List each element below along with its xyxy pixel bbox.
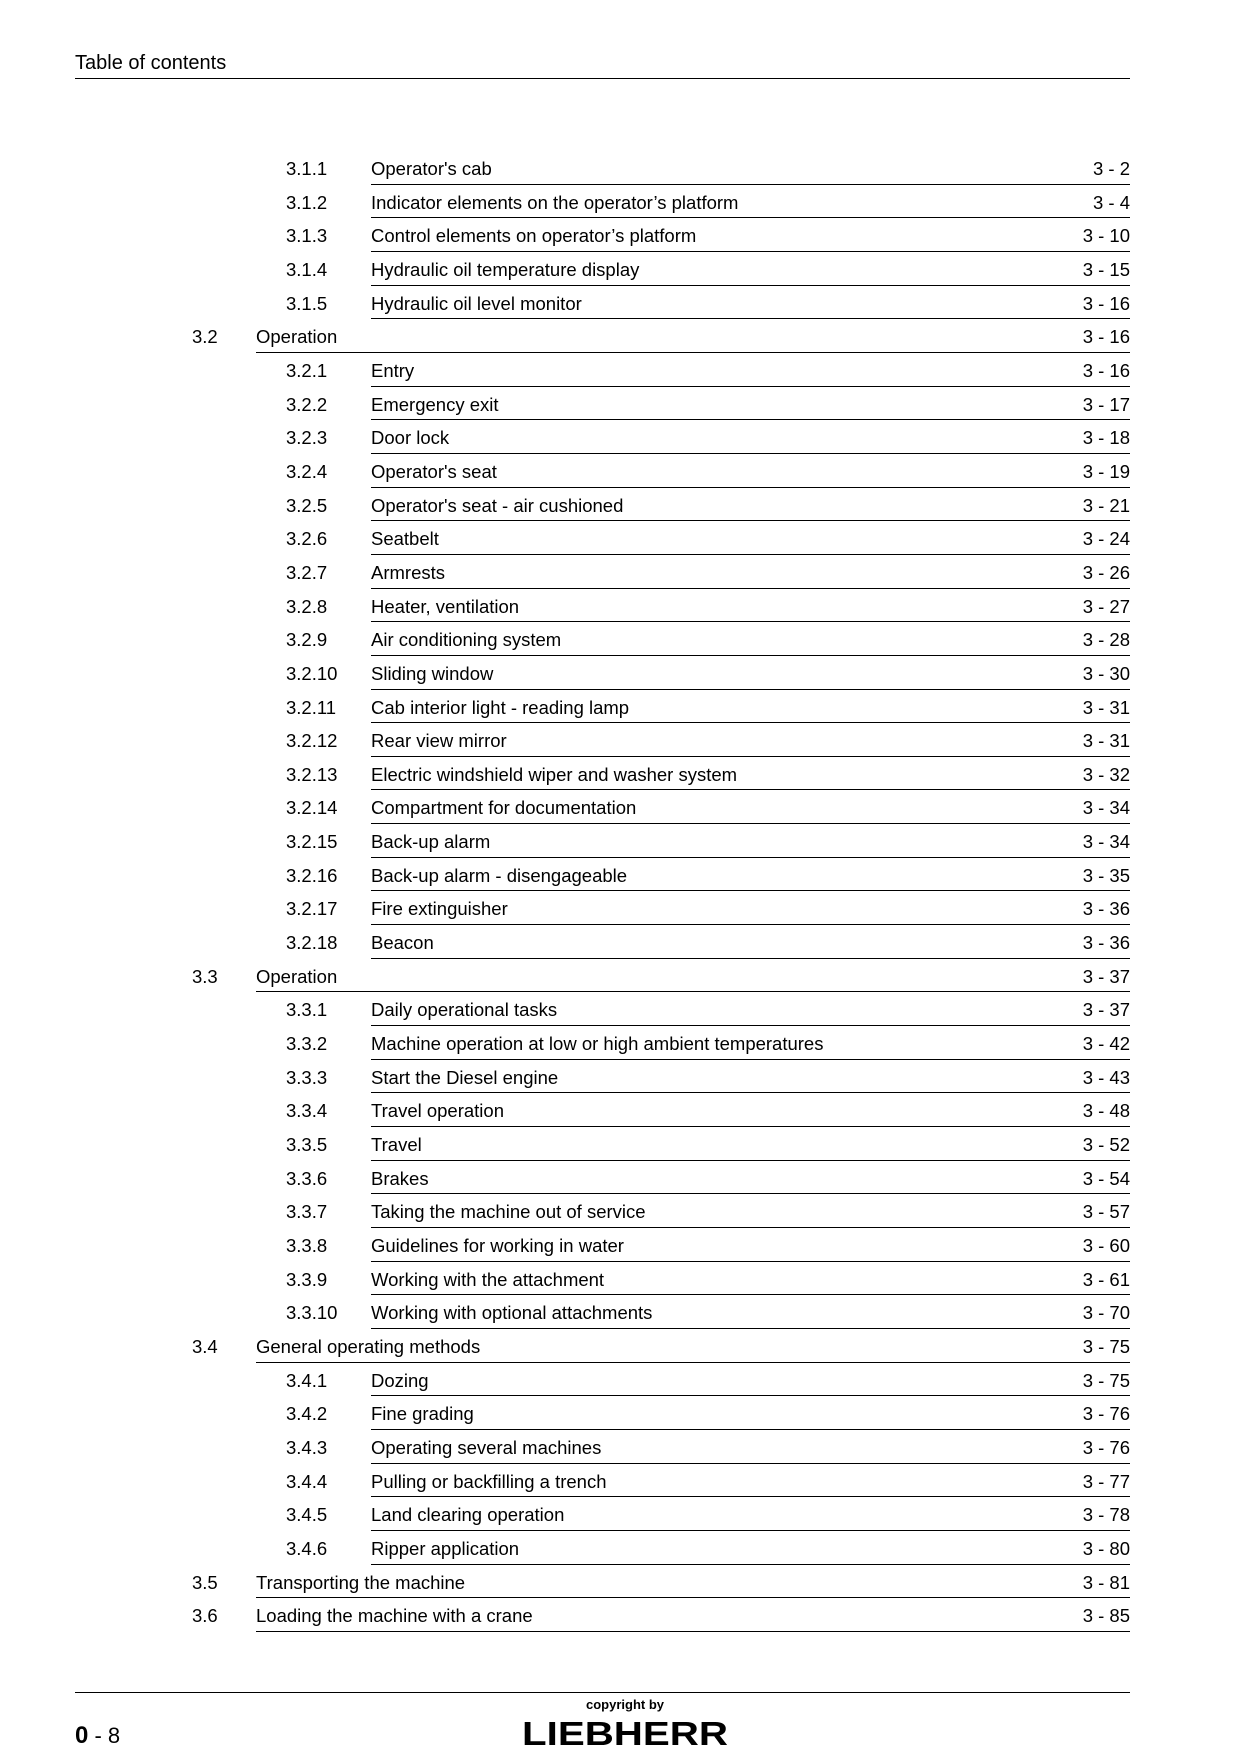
toc-entry-underline xyxy=(256,1631,1130,1632)
toc-entry-page[interactable]: 3 - 4 xyxy=(1092,191,1130,213)
toc-entry-page[interactable]: 3 - 34 xyxy=(1082,831,1130,853)
toc-entry-title[interactable]: Pulling or backfilling a trench xyxy=(371,1470,607,1492)
toc-entry-underline xyxy=(371,1294,1130,1295)
toc-entry-page[interactable]: 3 - 16 xyxy=(1082,359,1130,381)
toc-entry-number: 3.5 xyxy=(192,1571,218,1593)
toc-entry-number: 3.2.1 xyxy=(286,359,328,381)
toc-entry-number: 3.3.2 xyxy=(286,1033,328,1055)
toc-entry-page[interactable]: 3 - 78 xyxy=(1082,1504,1130,1526)
toc-entry-number: 3.1.2 xyxy=(286,191,328,213)
toc-entry-number: 3.2.14 xyxy=(286,797,338,819)
toc-entry-title[interactable]: Operation xyxy=(256,965,338,987)
toc-entry[interactable] xyxy=(0,894,1241,928)
toc-entry[interactable] xyxy=(0,1332,1241,1366)
toc-entry[interactable] xyxy=(0,1500,1241,1534)
toc-entry-page[interactable]: 3 - 31 xyxy=(1082,696,1130,718)
toc-entry-number: 3.4.1 xyxy=(286,1369,328,1391)
footer-divider xyxy=(75,1692,1130,1693)
toc-entry-title[interactable]: Daily operational tasks xyxy=(371,999,558,1021)
toc-entry-title[interactable]: Working with the attachment xyxy=(371,1268,605,1290)
toc-entry-underline xyxy=(371,1059,1130,1060)
toc-entry-number: 3.4.2 xyxy=(286,1403,328,1425)
toc-entry-underline xyxy=(371,1564,1130,1565)
toc-entry-title[interactable]: Back-up alarm xyxy=(371,831,491,853)
toc-entry-page[interactable]: 3 - 32 xyxy=(1082,763,1130,785)
toc-entry[interactable] xyxy=(0,1568,1241,1602)
toc-entry-page[interactable]: 3 - 37 xyxy=(1082,999,1130,1021)
toc-entry-title[interactable]: Beacon xyxy=(371,932,434,954)
toc-entry-title[interactable]: Back-up alarm - disengageable xyxy=(371,864,628,886)
toc-entry[interactable] xyxy=(0,423,1241,457)
toc-entry[interactable] xyxy=(0,255,1241,289)
toc-entry-underline xyxy=(371,184,1130,185)
toc-entry-underline xyxy=(371,285,1130,286)
toc-entry-title[interactable]: Taking the machine out of service xyxy=(371,1201,646,1223)
toc-entry[interactable] xyxy=(0,322,1241,356)
toc-entry-number: 3.2.17 xyxy=(286,898,338,920)
toc-entry-number: 3.3.3 xyxy=(286,1066,328,1088)
toc-entry-underline xyxy=(371,1496,1130,1497)
toc-entry-title[interactable]: Operating several machines xyxy=(371,1436,602,1458)
toc-entry[interactable] xyxy=(0,1231,1241,1265)
toc-entry[interactable] xyxy=(0,1265,1241,1299)
toc-entry-page[interactable]: 3 - 15 xyxy=(1082,258,1130,280)
toc-entry-title[interactable]: Compartment for documentation xyxy=(371,797,637,819)
toc-entry[interactable] xyxy=(0,524,1241,558)
toc-entry-number: 3.3.5 xyxy=(286,1134,328,1156)
toc-entry-number: 3.2 xyxy=(192,326,218,348)
toc-entry[interactable] xyxy=(0,1366,1241,1400)
toc-entry-title[interactable]: General operating methods xyxy=(256,1335,481,1357)
toc-entry[interactable] xyxy=(0,221,1241,255)
toc-entry-underline xyxy=(371,1160,1130,1161)
toc-entry-title[interactable]: Sliding window xyxy=(371,662,494,684)
toc-entry-title[interactable]: Dozing xyxy=(371,1369,429,1391)
toc-entry[interactable] xyxy=(0,1197,1241,1231)
toc-entry-title[interactable]: Brakes xyxy=(371,1167,429,1189)
toc-entry-underline xyxy=(371,1463,1130,1464)
toc-entry-underline xyxy=(371,554,1130,555)
toc-entry-number: 3.2.2 xyxy=(286,393,328,415)
toc-entry-number: 3.4.3 xyxy=(286,1436,328,1458)
toc-entry[interactable] xyxy=(0,928,1241,962)
toc-entry-title[interactable]: Cab interior light - reading lamp xyxy=(371,696,630,718)
toc-entry-page[interactable]: 3 - 57 xyxy=(1082,1201,1130,1223)
toc-entry[interactable] xyxy=(0,1534,1241,1568)
toc-entry-number: 3.2.18 xyxy=(286,932,338,954)
toc-entry-page[interactable]: 3 - 76 xyxy=(1082,1436,1130,1458)
toc-entry-underline xyxy=(371,958,1130,959)
toc-entry-underline xyxy=(256,991,1130,992)
toc-entry-page[interactable]: 3 - 31 xyxy=(1082,730,1130,752)
toc-entry-title[interactable]: Machine operation at low or high ambient temperatures xyxy=(371,1033,824,1055)
toc-entry[interactable] xyxy=(0,356,1241,390)
toc-entry-page[interactable]: 3 - 30 xyxy=(1082,662,1130,684)
toc-entry-number: 3.4.6 xyxy=(286,1537,328,1559)
toc-entry-title[interactable]: Transporting the machine xyxy=(256,1571,466,1593)
toc-entry-page[interactable]: 3 - 34 xyxy=(1082,797,1130,819)
toc-entry-number: 3.2.13 xyxy=(286,763,338,785)
toc-entry-title[interactable]: Rear view mirror xyxy=(371,730,507,752)
toc-entry-title[interactable]: Control elements on operator’s platform xyxy=(371,225,697,247)
toc-entry-page[interactable]: 3 - 54 xyxy=(1082,1167,1130,1189)
toc-entry-page[interactable]: 3 - 24 xyxy=(1082,528,1130,550)
toc-entry-underline xyxy=(371,318,1130,319)
toc-entry-title[interactable]: Armrests xyxy=(371,561,445,583)
toc-entry-underline xyxy=(371,1025,1130,1026)
toc-entry-number: 3.4 xyxy=(192,1335,218,1357)
toc-entry-number: 3.2.10 xyxy=(286,662,338,684)
toc-entry[interactable] xyxy=(0,760,1241,794)
toc-entry-page[interactable]: 3 - 75 xyxy=(1082,1335,1130,1357)
toc-entry-page[interactable]: 3 - 70 xyxy=(1082,1302,1130,1324)
page-header xyxy=(75,50,1130,79)
toc-entry-title[interactable]: Hydraulic oil level monitor xyxy=(371,292,582,314)
chapter-number: 0 xyxy=(75,1722,89,1749)
toc-entry-number: 3.3.6 xyxy=(286,1167,328,1189)
toc-entry-title[interactable]: Operator's cab xyxy=(371,158,492,179)
toc-entry-underline xyxy=(371,1429,1130,1430)
toc-entry-page[interactable]: 3 - 19 xyxy=(1082,460,1130,482)
toc-entry-underline xyxy=(371,1261,1130,1262)
toc-entry-number: 3.2.7 xyxy=(286,561,328,583)
toc-entry-underline xyxy=(371,756,1130,757)
toc-entry-number: 3.1.5 xyxy=(286,292,328,314)
toc-entry-underline xyxy=(371,386,1130,387)
liebherr-logo xyxy=(520,1716,730,1748)
toc-entry-underline xyxy=(371,621,1130,622)
toc-entry[interactable] xyxy=(0,1298,1241,1332)
toc-entry-underline xyxy=(371,1126,1130,1127)
toc-entry[interactable] xyxy=(0,827,1241,861)
toc-entry[interactable] xyxy=(0,1063,1241,1097)
toc-entry-page[interactable]: 3 - 77 xyxy=(1082,1470,1130,1492)
toc-entry-title[interactable]: Start the Diesel engine xyxy=(371,1066,559,1088)
toc-entry-page[interactable]: 3 - 18 xyxy=(1082,427,1130,449)
toc-entry[interactable] xyxy=(0,1399,1241,1433)
toc-entry-number: 3.2.11 xyxy=(286,696,337,718)
toc-entry-page[interactable]: 3 - 16 xyxy=(1082,292,1130,314)
toc-entry-underline xyxy=(256,1597,1130,1598)
toc-entry-page[interactable]: 3 - 35 xyxy=(1082,864,1130,886)
toc-entry-number: 3.1.1 xyxy=(286,158,328,179)
toc-entry-number: 3.2.5 xyxy=(286,494,328,516)
toc-entry-page[interactable]: 3 - 48 xyxy=(1082,1100,1130,1122)
toc-entry-underline xyxy=(371,251,1130,252)
toc-entry-underline xyxy=(371,1227,1130,1228)
toc-entry-number: 3.3.10 xyxy=(286,1302,338,1324)
copyright-label: copyright by xyxy=(585,1697,664,1712)
toc-entry-title[interactable]: Working with optional attachments xyxy=(371,1302,653,1324)
toc-entry-page[interactable]: 3 - 28 xyxy=(1082,629,1130,651)
toc-entry-page[interactable]: 3 - 43 xyxy=(1082,1066,1130,1088)
toc-entry-underline xyxy=(371,419,1130,420)
toc-entry-title[interactable]: Heater, ventilation xyxy=(371,595,520,617)
toc-entry-title[interactable]: Hydraulic oil temperature display xyxy=(371,258,640,280)
toc-entry-title[interactable]: Fine grading xyxy=(371,1403,474,1425)
toc-entry[interactable] xyxy=(0,861,1241,895)
toc-entry-number: 3.2.8 xyxy=(286,595,328,617)
toc-entry[interactable] xyxy=(0,592,1241,626)
toc-entry-title[interactable]: Indicator elements on the operator’s platform xyxy=(371,191,739,213)
toc-entry-page[interactable]: 3 - 76 xyxy=(1082,1403,1130,1425)
toc-entry-page[interactable]: 3 - 52 xyxy=(1082,1134,1130,1156)
toc-entry-page[interactable]: 3 - 61 xyxy=(1082,1268,1130,1290)
toc-entry[interactable] xyxy=(0,1601,1241,1635)
toc-entry-number: 3.3.9 xyxy=(286,1268,328,1290)
toc-entry[interactable] xyxy=(0,1467,1241,1501)
toc-entry[interactable] xyxy=(0,995,1241,1029)
toc-entry-title[interactable]: Seatbelt xyxy=(371,528,439,550)
toc-entry[interactable] xyxy=(0,659,1241,693)
toc-entry-number: 3.1.4 xyxy=(286,258,328,280)
toc-entry-number: 3.2.16 xyxy=(286,864,338,886)
toc-entry[interactable] xyxy=(0,1029,1241,1063)
toc-entry-title[interactable]: Door lock xyxy=(371,427,450,449)
toc-entry[interactable] xyxy=(0,1433,1241,1467)
header-title: Table of contents xyxy=(75,52,227,74)
toc-entry-title[interactable]: Operator's seat xyxy=(371,460,497,482)
toc-entry[interactable] xyxy=(0,726,1241,760)
toc-entry[interactable] xyxy=(0,1164,1241,1198)
toc-entry-underline xyxy=(371,217,1130,218)
toc-entry[interactable] xyxy=(0,693,1241,727)
toc-entry-underline xyxy=(256,1362,1130,1363)
toc-entry[interactable] xyxy=(0,793,1241,827)
toc-entry-title[interactable]: Travel xyxy=(371,1134,422,1156)
toc-entry-number: 3.4.4 xyxy=(286,1470,328,1492)
toc-entry-page[interactable]: 3 - 2 xyxy=(1092,158,1130,179)
toc-entry-number: 3.4.5 xyxy=(286,1504,328,1526)
toc-entry-page[interactable]: 3 - 75 xyxy=(1082,1369,1130,1391)
toc-entry[interactable] xyxy=(0,154,1241,188)
page-number xyxy=(75,1722,120,1750)
toc-entry-title[interactable]: Entry xyxy=(371,359,415,381)
toc-entry-number: 3.3.4 xyxy=(286,1100,328,1122)
toc-entry-page[interactable]: 3 - 10 xyxy=(1082,225,1130,247)
toc-entry-title[interactable]: Operation xyxy=(256,326,338,348)
toc-entry-underline xyxy=(371,823,1130,824)
toc-entry-title[interactable]: Ripper application xyxy=(371,1537,520,1559)
toc-entry-page[interactable]: 3 - 60 xyxy=(1082,1235,1130,1256)
toc-entry[interactable] xyxy=(0,962,1241,996)
logo-text: LIEBHERR xyxy=(522,1716,729,1748)
toc-entry[interactable] xyxy=(0,289,1241,323)
toc-entry-underline xyxy=(371,689,1130,690)
toc-entry-number: 3.2.3 xyxy=(286,427,328,449)
toc-entry-underline xyxy=(256,352,1130,353)
toc-entry-title[interactable]: Guidelines for working in water xyxy=(371,1235,624,1256)
toc-entry-page[interactable]: 3 - 81 xyxy=(1082,1571,1130,1593)
toc-entry[interactable] xyxy=(0,188,1241,222)
page-index: 8 xyxy=(107,1723,121,1748)
toc-entry-number: 3.3.8 xyxy=(286,1235,328,1256)
toc-entry-number: 3.2.6 xyxy=(286,528,328,550)
toc-entry-number: 3.6 xyxy=(192,1605,218,1627)
toc-entry-title[interactable]: Emergency exit xyxy=(371,393,499,415)
toc-entry[interactable] xyxy=(0,1096,1241,1130)
toc-entry-underline xyxy=(371,520,1130,521)
toc-entry-page[interactable]: 3 - 26 xyxy=(1082,561,1130,583)
toc-entry[interactable] xyxy=(0,1130,1241,1164)
toc-entry-underline xyxy=(371,1193,1130,1194)
toc-entry-page[interactable]: 3 - 42 xyxy=(1082,1033,1130,1055)
table-of-contents xyxy=(0,154,1241,1635)
toc-entry-title[interactable]: Land clearing operation xyxy=(371,1504,565,1526)
toc-entry[interactable] xyxy=(0,390,1241,424)
toc-entry-page[interactable]: 3 - 21 xyxy=(1082,494,1130,516)
toc-entry[interactable] xyxy=(0,558,1241,592)
toc-entry-title[interactable]: Electric windshield wiper and washer system xyxy=(371,763,738,785)
toc-entry-page[interactable]: 3 - 17 xyxy=(1082,393,1130,415)
toc-entry-title[interactable]: Fire extinguisher xyxy=(371,898,508,920)
toc-entry-underline xyxy=(371,924,1130,925)
toc-entry-number: 3.2.15 xyxy=(286,831,338,853)
toc-entry-page[interactable]: 3 - 36 xyxy=(1082,932,1130,954)
toc-entry-number: 3.1.3 xyxy=(286,225,328,247)
toc-entry-number: 3.3.1 xyxy=(286,999,328,1021)
page-separator: - xyxy=(88,1723,108,1748)
toc-entry[interactable] xyxy=(0,457,1241,491)
toc-entry-underline xyxy=(371,1530,1130,1531)
toc-entry-page[interactable]: 3 - 85 xyxy=(1082,1605,1130,1627)
toc-entry-title[interactable]: Operator's seat - air cushioned xyxy=(371,494,624,516)
toc-entry-number: 3.3 xyxy=(192,965,218,987)
toc-entry-number: 3.2.4 xyxy=(286,460,328,482)
toc-entry-underline xyxy=(371,453,1130,454)
toc-entry-page[interactable]: 3 - 80 xyxy=(1082,1537,1130,1559)
toc-entry-underline xyxy=(371,1395,1130,1396)
toc-entry-page[interactable]: 3 - 36 xyxy=(1082,898,1130,920)
toc-entry-underline xyxy=(371,789,1130,790)
toc-entry-underline xyxy=(371,1328,1130,1329)
toc-entry-page[interactable]: 3 - 16 xyxy=(1082,326,1130,348)
toc-entry-underline xyxy=(371,1092,1130,1093)
toc-entry-number: 3.2.12 xyxy=(286,730,338,752)
toc-entry-page[interactable]: 3 - 37 xyxy=(1082,965,1130,987)
toc-entry-underline xyxy=(371,722,1130,723)
toc-entry[interactable] xyxy=(0,491,1241,525)
toc-entry-underline xyxy=(371,588,1130,589)
toc-entry[interactable] xyxy=(0,625,1241,659)
toc-entry-title[interactable]: Air conditioning system xyxy=(371,629,562,651)
toc-entry-number: 3.2.9 xyxy=(286,629,328,651)
toc-entry-underline xyxy=(371,487,1130,488)
toc-entry-title[interactable]: Travel operation xyxy=(371,1100,504,1122)
toc-entry-underline xyxy=(371,890,1130,891)
toc-entry-title[interactable]: Loading the machine with a crane xyxy=(256,1605,533,1627)
toc-entry-underline xyxy=(371,655,1130,656)
toc-entry-page[interactable]: 3 - 27 xyxy=(1082,595,1130,617)
toc-entry-underline xyxy=(371,857,1130,858)
toc-entry-number: 3.3.7 xyxy=(286,1201,328,1223)
